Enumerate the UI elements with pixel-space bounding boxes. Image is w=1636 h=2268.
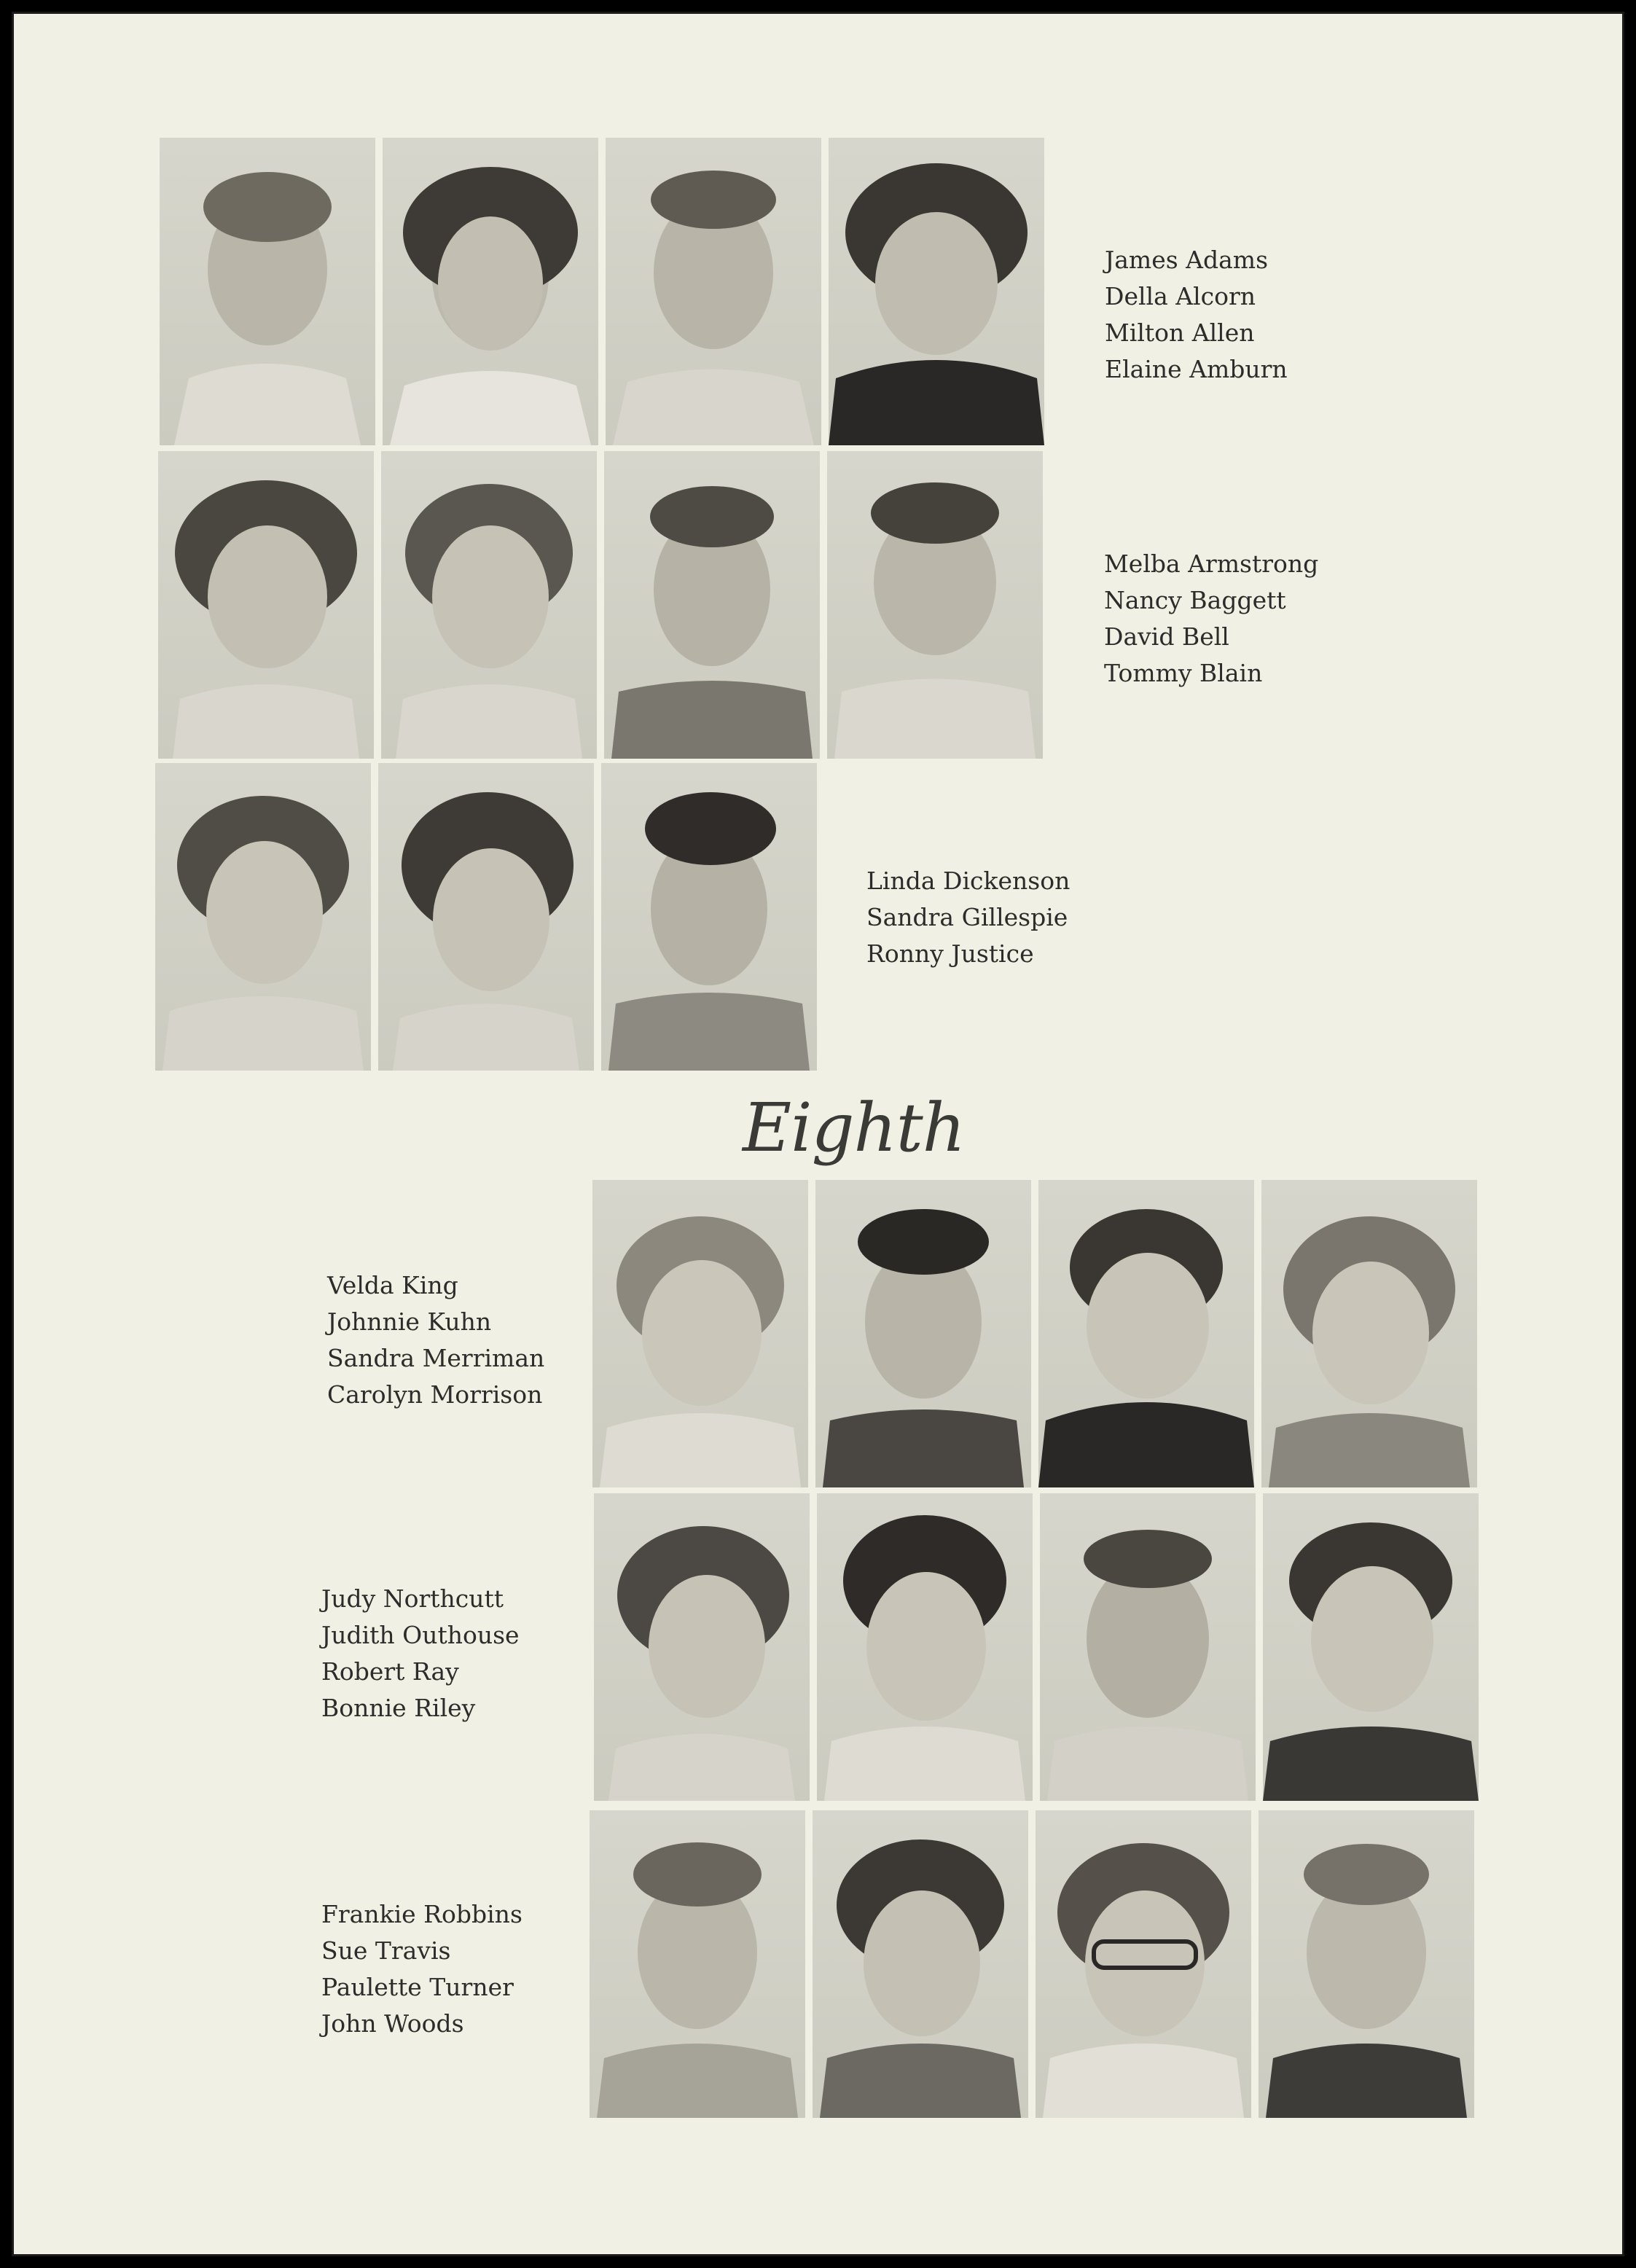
student-name: Judy Northcutt [321,1584,504,1613]
student-name: Johnnie Kuhn [327,1307,492,1336]
student-name: Nancy Baggett [1104,586,1286,614]
student-name: Robert Ray [321,1657,459,1686]
student-name: Bonnie Riley [321,1694,476,1722]
portrait-photo [158,451,374,759]
student-names [321,1896,522,2042]
student-name: James Adams [1105,246,1269,274]
section-heading: Eighth [743,1089,965,1167]
student-name: John Woods [321,2009,464,2038]
portrait-photo [1263,1493,1479,1801]
portrait-photo [817,1493,1033,1801]
portrait-photo [601,763,817,1071]
student-names [1105,242,1288,388]
student-name: Velda King [327,1271,458,1299]
portrait-photo [1036,1810,1251,2118]
portrait-photo [604,451,820,759]
portrait-photo [383,138,598,445]
student-name: Linda Dickenson [866,867,1071,895]
student-name: Sandra Gillespie [866,903,1068,931]
portrait-photo [160,138,375,445]
student-name: Tommy Blain [1104,659,1263,687]
student-name: Sue Travis [321,1936,451,1965]
student-name: Ronny Justice [866,939,1034,968]
student-names [321,1581,520,1727]
portrait-photo [815,1180,1031,1487]
portrait-photo [378,763,594,1071]
student-name: Milton Allen [1105,318,1255,347]
portrait-photo [1040,1493,1256,1801]
student-name: David Bell [1104,622,1229,651]
portrait-photo [1038,1180,1254,1487]
student-name: Paulette Turner [321,1973,514,2001]
student-name: Melba Armstrong [1104,550,1319,578]
portrait-photo [829,138,1044,445]
portrait-photo [606,138,821,445]
student-name: Elaine Amburn [1105,355,1288,383]
portrait-photo [1259,1810,1474,2118]
student-name: Judith Outhouse [321,1621,520,1649]
yearbook-page [12,12,1624,2256]
student-names [866,863,1070,972]
portrait-photo [594,1493,810,1801]
portrait-photo [1261,1180,1477,1487]
portrait-photo [590,1810,805,2118]
portrait-photo [813,1810,1028,2118]
student-names [1104,546,1318,692]
student-name: Della Alcorn [1105,282,1256,310]
student-name: Frankie Robbins [321,1900,522,1928]
portrait-photo [827,451,1043,759]
student-names [327,1267,544,1413]
portrait-photo [592,1180,808,1487]
portrait-photo [155,763,371,1071]
student-name: Carolyn Morrison [327,1380,543,1409]
portrait-photo [381,451,597,759]
student-name: Sandra Merriman [327,1344,545,1372]
